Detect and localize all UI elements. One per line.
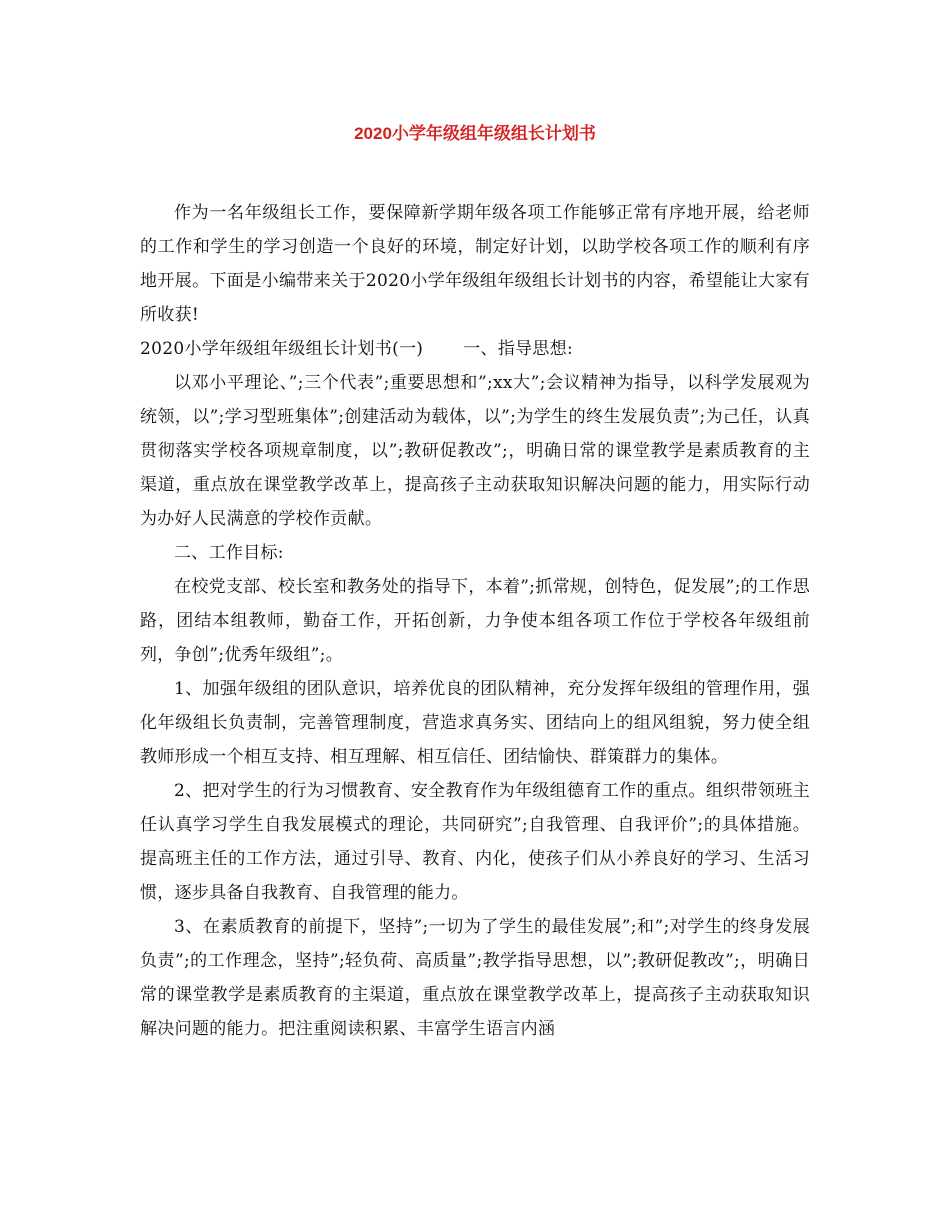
- document-title: 2020小学年级组年级组长计划书: [354, 124, 596, 143]
- section1-heading: 一、指导思想:: [463, 339, 574, 359]
- document-body: [140, 196, 810, 1046]
- section1-paragraph: 以邓小平理论、”;三个代表”;重要思想和”;xx大”;会议精神为指导，以科学发展观为统领，以”;学习型班集体”;创建活动为载体，以”;为学生的终生发展负责”;为己任，认真贯彻落实学校各项规章制度，以”;教研促教改”;，明确日常的课堂教学是素质教育的主渠道，重点放在课堂教学改革上，提高孩子主动获取知识解决问题的能力，用实际行动为办好人民满意的学校作贡献。: [140, 373, 810, 529]
- intro-paragraph: 作为一名年级组长工作，要保障新学期年级各项工作能够正常有序地开展，给老师的工作和学生的学习创造一个良好的环境，制定好计划，以助学校各项工作的顺利有序地开展。下面是小编带来关于2020小学年级组年级组长计划书的内容，希望能让大家有所收获!: [140, 203, 810, 325]
- section2-paragraph: 在校党支部、校长室和教务处的指导下，本着”;抓常规，创特色，促发展”;的工作思路，团结本组教师，勤奋工作，开拓创新，力争使本组各项工作位于学校各年级组前列，争创”;优秀年级组”;。: [140, 577, 810, 665]
- item-1-paragraph: 1、加强年级组的团队意识，培养优良的团队精神，充分发挥年级组的管理作用，强化年级组长负责制，完善管理制度，营造求真务实、团结向上的组风组貌，努力使全组教师形成一个相互支持、相互理解、相互信任、团结愉快、群策群力的集体。: [140, 679, 810, 767]
- item-3-paragraph: 3、在素质教育的前提下，坚持”;一切为了学生的最佳发展”;和”;对学生的终身发展负责”;的工作理念，坚持”;轻负荷、高质量”;教学指导思想，以”;教研促教改”;，明确日常的课堂教学是素质教育的主渠道，重点放在课堂教学改革上，提高孩子主动获取知识解决问题的能力。把注重阅读积累、丰富学生语言内涵: [140, 917, 810, 1039]
- subheading: 2020小学年级组年级组长计划书(一): [140, 339, 424, 359]
- item-2-paragraph: 2、把对学生的行为习惯教育、安全教育作为年级组德育工作的重点。组织带领班主任认真学习学生自我发展模式的理论，共同研究”;自我管理、自我评价”;的具体措施。提高班主任的工作方法，通过引导、教育、内化，使孩子们从小养良好的学习、生活习惯，逐步具备自我教育、自我管理的能力。: [140, 781, 810, 903]
- subheading-line: [140, 332, 810, 366]
- section2-heading: 二、工作目标:: [174, 543, 284, 563]
